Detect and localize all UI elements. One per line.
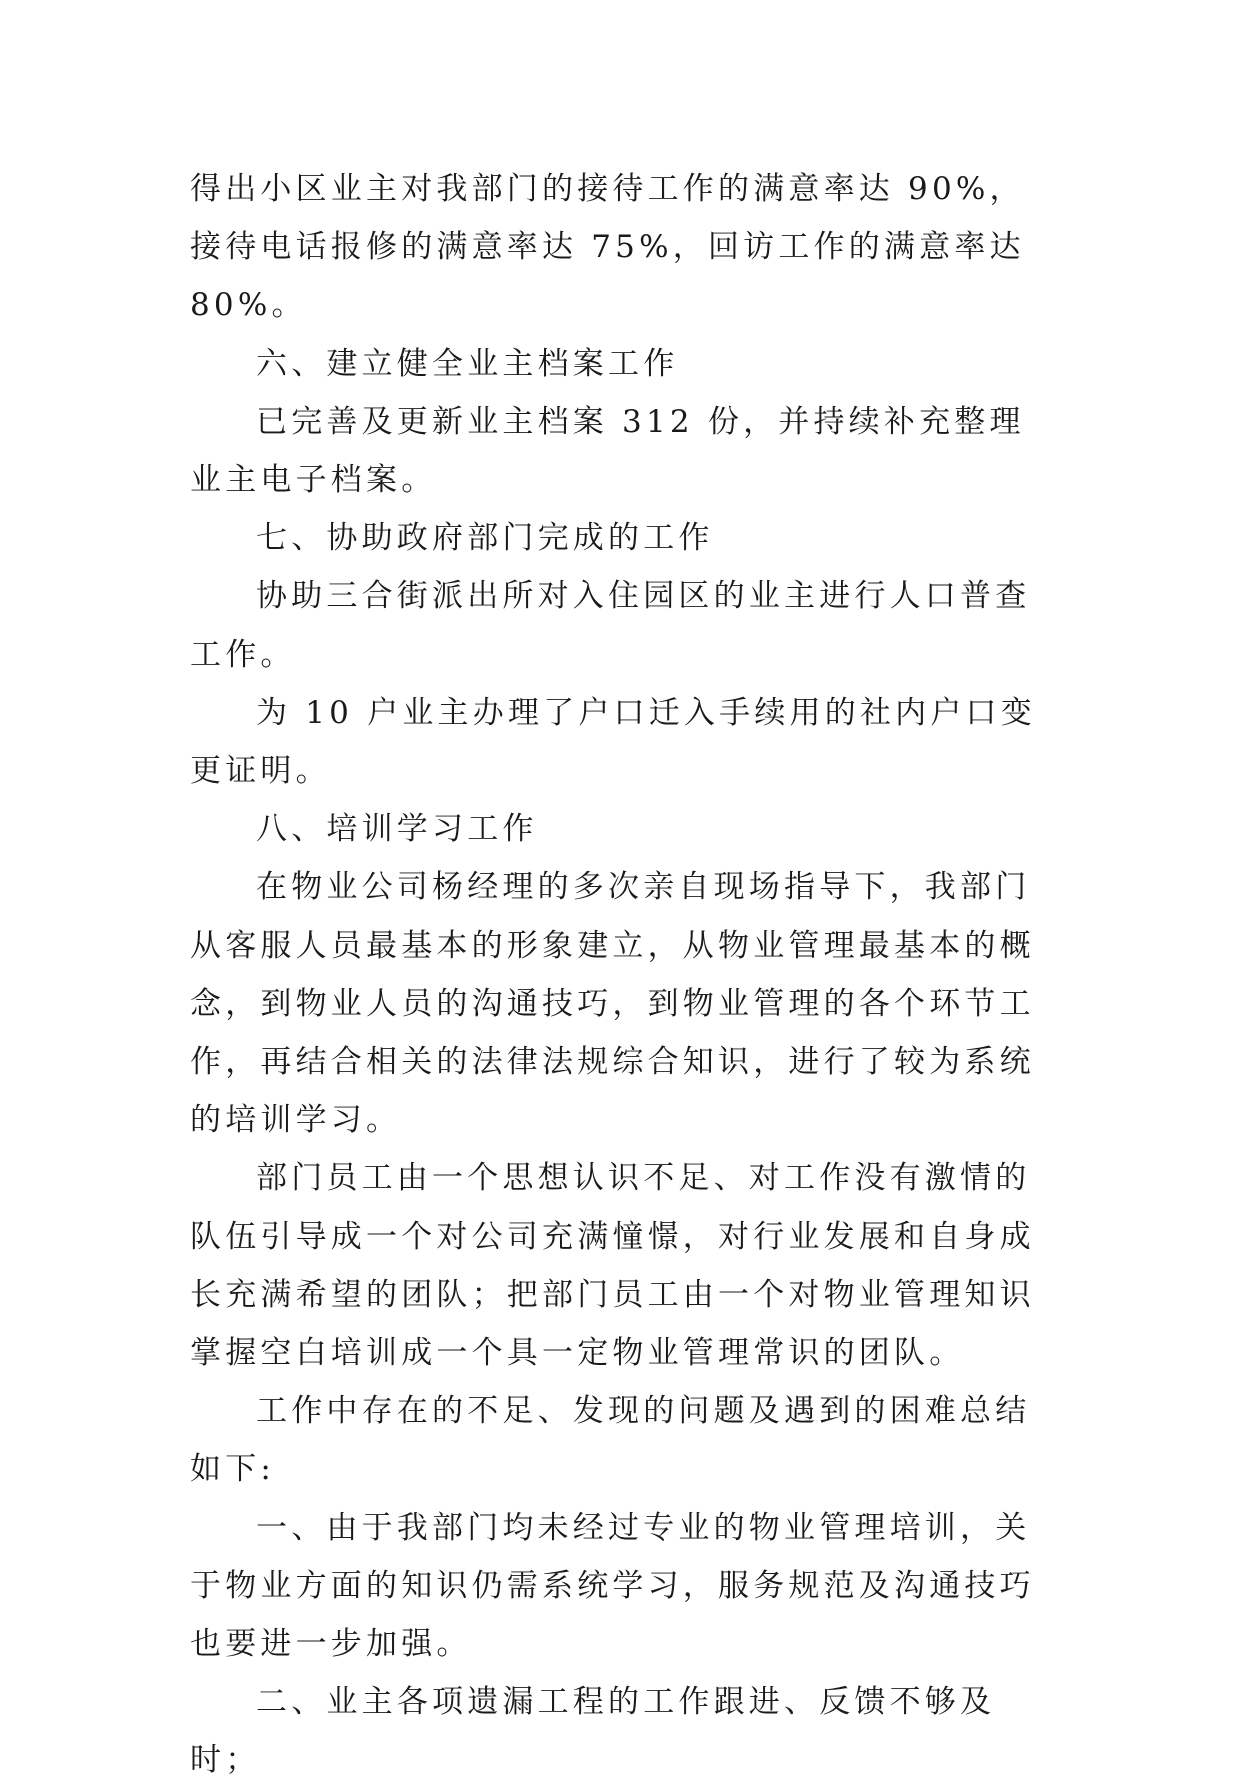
paragraph-household-registration: 为 10 户业主办理了户口迁入手续用的社内户口变更证明。	[190, 694, 1036, 790]
paragraph-shortcomings-intro: 工作中存在的不足、发现的问题及遇到的困难总结如下:	[190, 1393, 1031, 1488]
paragraph-shortcoming-1: 一、由于我部门均未经过专业的物业管理培训，关于物业方面的知识仍需系统学习，服务规范及沟通技巧也要进一步加强。	[190, 1509, 1035, 1663]
heading-government-assistance: 七、协助政府部门完成的工作	[256, 520, 714, 557]
paragraph-training-details: 在物业公司杨经理的多次亲自现场指导下，我部门从客服人员最基本的形象建立，从物业管理最基本的概念，到物业人员的沟通技巧，到物业管理的各个环节工作，再结合相关的法律法规综合知识，进行了较为系统的培训学习。	[190, 869, 1035, 1139]
paragraph-census: 协助三合街派出所对入住园区的业主进行人口普查工作。	[190, 578, 1031, 673]
document-body	[190, 160, 1050, 1790]
paragraph-shortcoming-2: 二、业主各项遗漏工程的工作跟进、反馈不够及时；	[190, 1684, 996, 1779]
paragraph-owner-archives: 已完善及更新业主档案 312 份，并持续补充整理业主电子档案。	[190, 403, 1025, 499]
heading-owner-archives: 六、建立健全业主档案工作	[256, 345, 679, 382]
paragraph-team-growth: 部门员工由一个思想认识不足、对工作没有激情的队伍引导成一个对公司充满憧憬，对行业发展和自身成长充满希望的团队；把部门员工由一个对物业管理知识掌握空白培训成一个具一定物业管理常识的团队。	[190, 1160, 1035, 1372]
paragraph-satisfaction-rates: 得出小区业主对我部门的接待工作的满意率达 90%，接待电话报修的满意率达 75%，回访工作的满意率达 80%。	[190, 171, 1025, 324]
heading-training: 八、培训学习工作	[256, 811, 538, 848]
